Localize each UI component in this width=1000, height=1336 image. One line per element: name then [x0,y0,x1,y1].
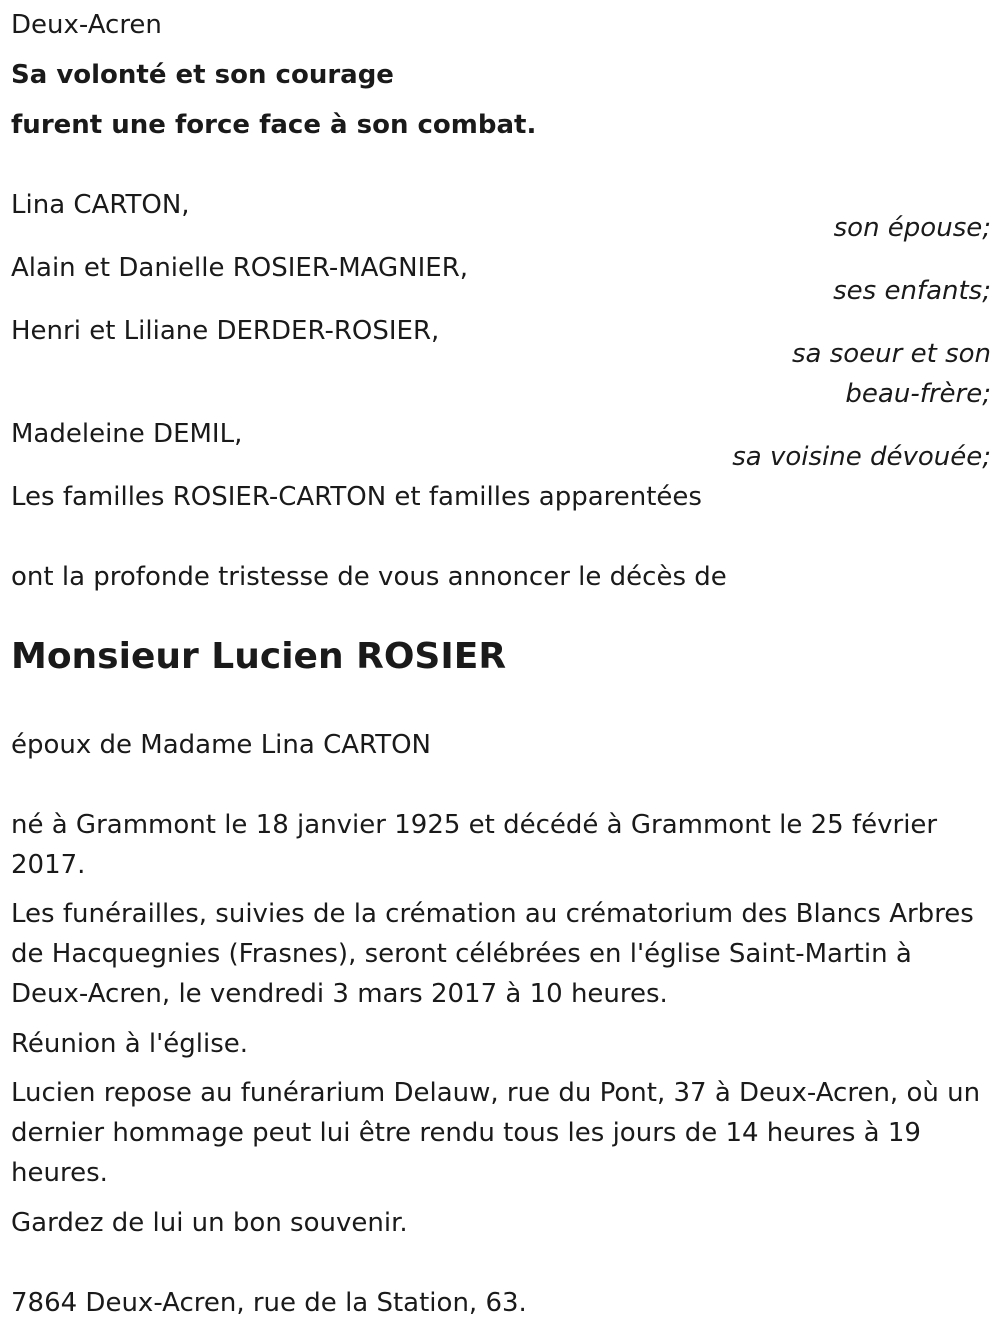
relation-spouse: son épouse; [833,213,991,243]
location-heading: Deux-Acren [11,10,162,40]
spouse-line: époux de Madame Lina CARTON [11,730,431,760]
deceased-name: Monsieur Lucien ROSIER [11,636,507,677]
family-member-sister: Henri et Liliane DERDER-ROSIER, [11,316,440,346]
relation-children: ses enfants; [833,276,991,306]
family-member-spouse: Lina CARTON, [11,190,190,220]
relation-sister-line-2: beau-frère; [845,379,991,409]
meeting-text: Réunion à l'église. [11,1029,249,1059]
repose-text: Lucien repose au funérarium Delauw, rue du Pont, 37 à Deux-Acren, où un dernier hommage peut lui être rendu tous les jours de 14 heures à 19 heures. [11,1078,981,1188]
relation-neighbour: sa voisine dévouée; [732,442,991,472]
quote-line-1: Sa volonté et son courage [11,60,394,90]
funeral-text: Les funérailles, suivies de la crémation au crématorium des Blancs Arbres de Hacquegnies (Frasnes), seront célébrées en l'église Saint-Martin à Deux-Acren, le vendredi 3 mars 2017 à 10 heures. [11,899,974,1009]
address-text: 7864 Deux-Acren, rue de la Station, 63. [11,1288,527,1318]
quote-line-2: furent une force face à son combat. [11,110,537,140]
closing-text: Gardez de lui un bon souvenir. [11,1208,408,1238]
relation-sister-line-1: sa soeur et son [791,339,991,369]
birth-death-text: né à Grammont le 18 janvier 1925 et décédé à Grammont le 25 février 2017. [11,810,938,880]
family-member-children: Alain et Danielle ROSIER-MAGNIER, [11,253,469,283]
announcement-text: ont la profonde tristesse de vous annoncer le décès de [11,562,727,592]
family-member-neighbour: Madeleine DEMIL, [11,419,243,449]
family-member-relatives: Les familles ROSIER-CARTON et familles apparentées [11,482,702,512]
